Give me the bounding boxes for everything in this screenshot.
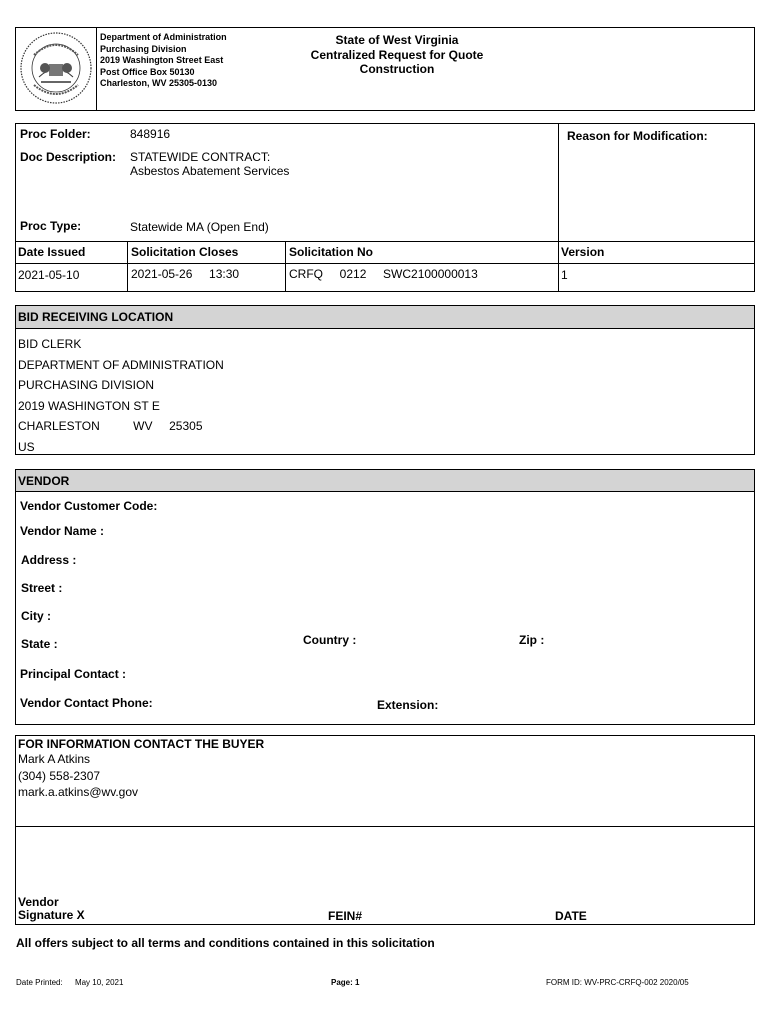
table-mid-line (15, 263, 755, 264)
org-line: Department of Administration (100, 32, 227, 42)
col-header-version: Version (561, 245, 605, 259)
address-label: Address : (21, 553, 77, 567)
buyer-email: mark.a.atkins@wv.gov (18, 785, 138, 799)
org-line: Post Office Box 50130 (100, 66, 195, 77)
address-line: DEPARTMENT OF ADMINISTRATION (18, 357, 224, 372)
country-label: Country : (303, 633, 357, 647)
street-label: Street : (21, 581, 63, 595)
proc-folder-value: 848916 (130, 127, 171, 141)
proc-type-label: Proc Type: (20, 219, 82, 233)
proc-type-value: Statewide MA (Open End) (130, 220, 269, 234)
header-divider (96, 27, 97, 111)
proc-folder-label: Proc Folder: (20, 127, 91, 141)
date-issued-value: 2021-05-10 (18, 268, 80, 282)
terms-statement: All offers subject to all terms and conditions contained in this solicitation (16, 936, 435, 950)
col-divider (285, 241, 286, 292)
extension-label: Extension: (377, 698, 439, 712)
buyer-name: Mark A Atkins (18, 752, 91, 766)
address-line: BID CLERK (18, 337, 82, 351)
vendor-signature-label (18, 896, 85, 921)
date-label: DATE (555, 909, 587, 923)
address-line: CHARLESTON WV 25305 (18, 419, 203, 433)
bid-location-heading: BID RECEIVING LOCATION (18, 310, 174, 324)
buyer-heading: FOR INFORMATION CONTACT THE BUYER (18, 737, 265, 751)
date-printed (16, 978, 123, 987)
page-title (287, 33, 507, 77)
vendor-header-bar (16, 470, 754, 492)
address-line: 2019 WASHINGTON ST E (18, 398, 160, 413)
state-label: State : (21, 637, 58, 651)
page-number: Page: 1 (331, 978, 360, 987)
version-value: 1 (561, 268, 568, 282)
org-line: Charleston, WV 25305-0130 (100, 78, 218, 88)
form-id: FORM ID: WV-PRC-CRFQ-002 2020/05 (546, 978, 689, 987)
principal-contact-label: Principal Contact : (20, 667, 127, 681)
signature-line: Signature X (18, 907, 85, 922)
doc-description-line: Asbestos Abatement Services (130, 164, 290, 178)
vendor-contact-phone-label: Vendor Contact Phone: (20, 696, 153, 710)
buyer-phone: (304) 558-2307 (18, 768, 101, 783)
solicitation-closes-value: 2021-05-26 13:30 (131, 267, 240, 281)
vendor-customer-code-label: Vendor Customer Code: (20, 499, 158, 513)
vendor-heading: VENDOR (18, 474, 70, 488)
date-printed-label: Date Printed: (16, 978, 63, 987)
address-line: US (18, 439, 35, 454)
date-printed-value: May 10, 2021 (74, 978, 124, 987)
col-header-solicitation-closes: Solicitation Closes (131, 245, 239, 259)
reason-divider (558, 123, 559, 292)
col-header-solicitation-no: Solicitation No (289, 245, 373, 259)
org-address (100, 32, 227, 90)
fein-label: FEIN# (328, 909, 363, 923)
vendor-name-label: Vendor Name : (20, 524, 105, 538)
org-line: Purchasing Division (100, 43, 187, 54)
table-top-line (15, 241, 755, 242)
reason-label: Reason for Modification: (567, 129, 708, 143)
doc-description-label: Doc Description: (20, 150, 117, 164)
title-line: Centralized Request for Quote (310, 47, 484, 62)
title-line: State of West Virginia (335, 33, 459, 47)
address-line: PURCHASING DIVISION (18, 378, 155, 392)
signature-line: Vendor (18, 895, 59, 909)
buyer-divider (15, 826, 755, 827)
doc-description-line: STATEWIDE CONTRACT: (130, 150, 271, 164)
buyer-contact (18, 751, 138, 801)
state-seal (19, 31, 93, 105)
col-header-date-issued: Date Issued (18, 245, 86, 259)
city-label: City : (21, 609, 51, 623)
org-line: 2019 Washington Street East (100, 55, 224, 65)
solicitation-no-value: CRFQ 0212 SWC2100000013 (289, 267, 478, 281)
title-line: Construction (359, 62, 435, 76)
zip-label: Zip : (519, 633, 545, 647)
bid-location-address (18, 334, 224, 457)
col-divider (127, 241, 128, 292)
